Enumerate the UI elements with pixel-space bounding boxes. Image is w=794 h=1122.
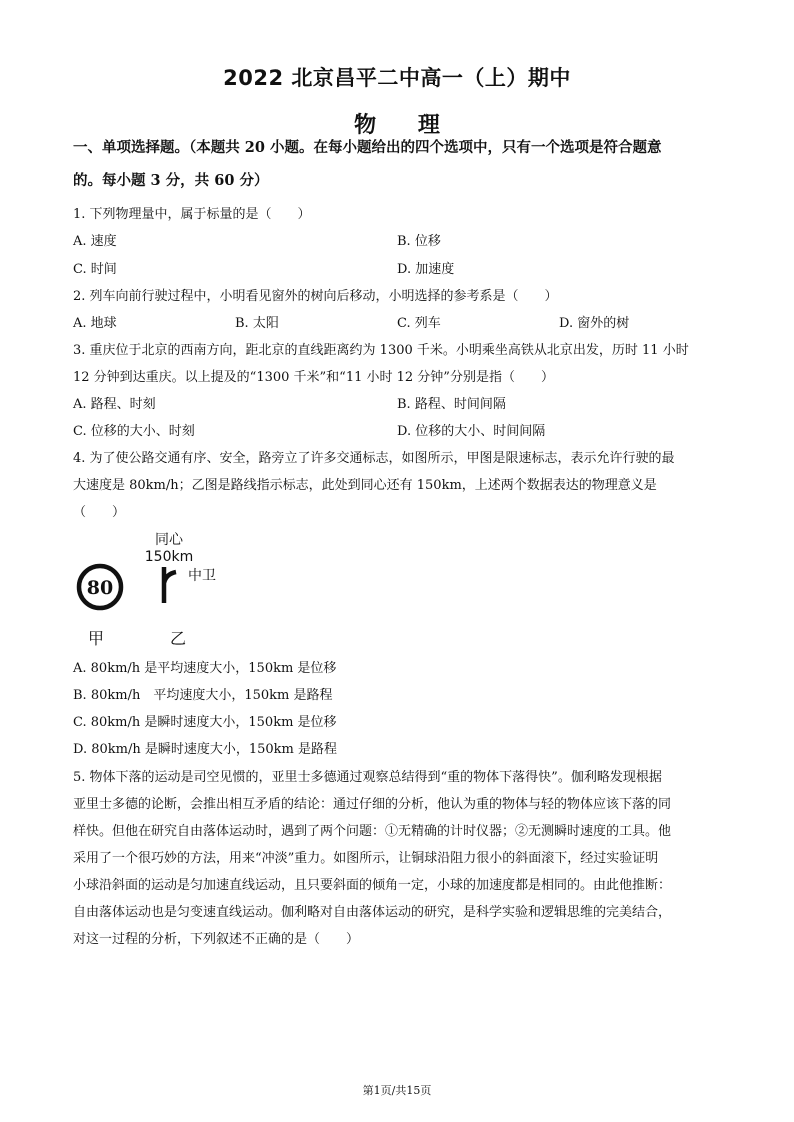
section-heading-line2: 的。每小题 3 分，共 60 分） <box>73 172 269 189</box>
q4-option-b: B. 80km/h 平均速度大小，150km 是路程 <box>73 688 333 703</box>
q5-line-1: 5. 物体下落的运动是司空见惯的，亚里士多德通过观察总结得到“重的物体下落得快”。伽利略发现根据 <box>73 770 662 785</box>
q2-option-a: A. 地球 <box>73 316 117 331</box>
q4-stem-line1: 4. 为了使公路交通有序、安全，路旁立了许多交通标志，如图所示，甲图是限速标志，表示允许行驶的最 <box>73 451 675 466</box>
q5-line-3: 样快。但他在研究自由落体运动时，遇到了两个问题：①无精确的计时仪器；②无测瞬时速度的工具。他 <box>73 824 672 839</box>
speed-limit-value: 80 <box>86 577 114 599</box>
figure-label-jia: 甲 <box>88 629 105 648</box>
q1-stem: 1. 下列物理量中，属于标量的是（ ） <box>73 207 311 222</box>
q3-option-c: C. 位移的大小、时刻 <box>73 424 195 439</box>
sign-destination-distance: 150km <box>144 549 194 565</box>
q5-line-5: 小球沿斜面的运动是匀加速直线运动，且只要斜面的倾角一定，小球的加速度都是相同的。由此他推断： <box>73 878 672 893</box>
q4-option-d: D. 80km/h 是瞬时速度大小，150km 是路程 <box>73 742 338 757</box>
section-heading-line1: 一、单项选择题。（本题共 20 小题。在每小题给出的四个选项中，只有一个选项是符合题意 <box>73 139 662 156</box>
q5-line-6: 自由落体运动也是匀变速直线运动。伽利略对自由落体运动的研究，是科学实验和逻辑思维的完美结合， <box>73 905 672 920</box>
subject-heading: 物 理 <box>354 113 440 138</box>
sign-destination-name: 同心 <box>155 532 183 548</box>
q4-stem-line2: 大速度是 80km/h；乙图是路线指示标志，此处到同心还有 150km，上述两个数据表达的物理意义是 <box>73 478 657 493</box>
q5-line-2: 亚里士多德的论断，会推出相互矛盾的结论：通过仔细的分析，他认为重的物体与轻的物体应该下落的同 <box>73 797 672 812</box>
figure-label-yi: 乙 <box>170 629 187 648</box>
q2-stem: 2. 列车向前行驶过程中，小明看见窗外的树向后移动，小明选择的参考系是（ ） <box>73 289 558 304</box>
q4-option-c: C. 80km/h 是瞬时速度大小，150km 是位移 <box>73 715 337 730</box>
road-fork-arrow-icon <box>164 567 176 603</box>
q1-option-a: A. 速度 <box>73 234 117 249</box>
q2-option-b: B. 太阳 <box>235 316 279 331</box>
q5-line-7: 对这一过程的分析，下列叙述不正确的是（ ） <box>73 932 360 947</box>
q1-option-d: D. 加速度 <box>397 262 455 277</box>
q4-option-a: A. 80km/h 是平均速度大小，150km 是位移 <box>73 661 337 676</box>
q3-option-b: B. 路程、时间间隔 <box>397 397 506 412</box>
page-number: 第1页/共15页 <box>362 1084 432 1097</box>
q2-option-d: D. 窗外的树 <box>559 316 630 331</box>
q1-option-b: B. 位移 <box>397 234 441 249</box>
q2-option-c: C. 列车 <box>397 316 441 331</box>
q3-stem-line1: 3. 重庆位于北京的西南方向，距北京的直线距离约为 1300 千米。小明乘坐高铁从北京出发，历时 11 小时 <box>73 343 689 358</box>
q3-option-a: A. 路程、时刻 <box>73 397 156 412</box>
sign-branch-name: 中卫 <box>188 568 216 584</box>
exam-title: 2022 北京昌平二中高一（上）期中 <box>223 66 571 90</box>
q1-option-c: C. 时间 <box>73 262 117 277</box>
q4-stem-line3: （ ） <box>73 505 126 520</box>
q5-line-4: 采用了一个很巧妙的方法，用来“冲淡”重力。如图所示，让铜球沿阻力很小的斜面滚下，经过实验证明 <box>73 851 659 866</box>
q3-option-d: D. 位移的大小、时间间隔 <box>397 424 546 439</box>
q3-stem-line2: 12 分钟到达重庆。以上提及的“1300 千米”和“11 小时 12 分钟”分别是指（ ） <box>73 370 554 385</box>
q4-figure <box>60 525 260 620</box>
